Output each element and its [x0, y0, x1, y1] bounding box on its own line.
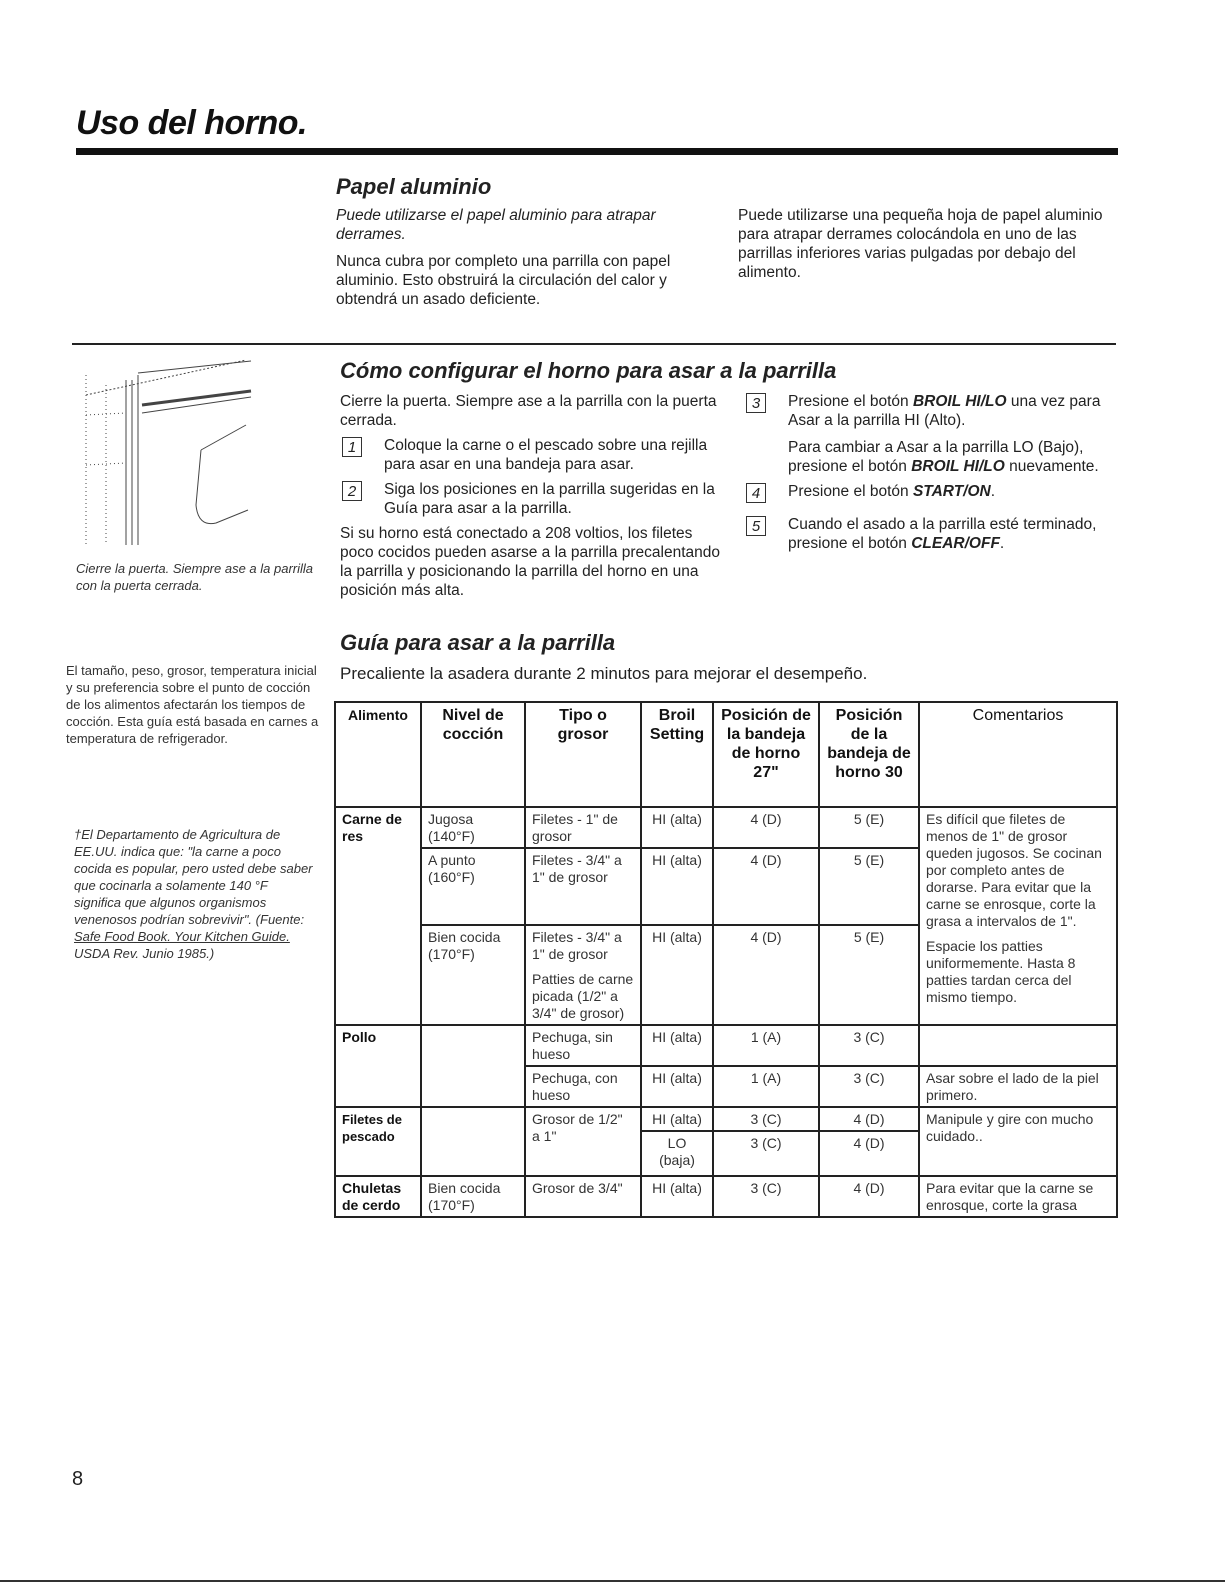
footnote-text: El Departamento de Agricultura de EE.UU. indica que: "la carne a poco cocida es popular, pero usted debe saber que cocinarla a solamente 140 °F significa que algunos organismos venenosos podrían sobrevivir". [74, 827, 313, 927]
type-cell: Grosor de 1/2" a 1" [525, 1107, 641, 1176]
oven-door-illustration [76, 355, 316, 555]
step-text: nuevamente. [1004, 458, 1099, 475]
setting-cell: HI (alta) [641, 1025, 713, 1066]
position-30-cell: 3 (C) [819, 1025, 919, 1066]
food-beef: Carne de res [335, 807, 421, 1025]
food-chicken: Pollo [335, 1025, 421, 1107]
table-row [335, 1176, 1117, 1217]
doneness-cell [421, 1107, 525, 1176]
column-header-position-27: Posición de la bandeja de horno 27" [713, 702, 819, 807]
column-header-comments: Comentarios [919, 702, 1117, 807]
step-4 [744, 482, 1116, 501]
comment-cell: Manipule y gire con mucho cuidado.. [919, 1107, 1117, 1176]
broil-hilo-button-label: BROIL HI/LO [912, 393, 1007, 410]
type-text: Filetes - 3/4" a 1" de grosor [532, 929, 622, 962]
step-text: . [999, 535, 1005, 552]
position-27-cell: 4 (D) [713, 848, 819, 925]
position-27-cell: 4 (D) [713, 807, 819, 848]
position-27-cell: 1 (A) [713, 1066, 819, 1107]
doneness-cell: A punto (160°F) [421, 848, 525, 925]
step-text: Cuando el asado a la parrilla esté terminado, presione el botón [788, 516, 1097, 552]
setting-cell: HI (alta) [641, 807, 713, 848]
position-30-cell: 5 (E) [819, 925, 919, 1025]
setting-cell: LO (baja) [641, 1131, 713, 1176]
doneness-cell: Bien cocida (170°F) [421, 1176, 525, 1217]
step-number: 4 [746, 483, 766, 503]
broil-guide-intro: Precaliente la asadera durante 2 minutos para mejorar el desempeño. [340, 664, 868, 683]
food-pork: Chuletas de cerdo [335, 1176, 421, 1217]
step-text: Coloque la carne o el pescado sobre una rejilla para asar en una bandeja para asar. [384, 437, 708, 473]
foil-paragraph-2: Puede utilizarse una pequeña hoja de papel aluminio para atrapar derrames colocándola en uno de las parrillas inferiores varias pulgadas por debajo del alimento. [738, 207, 1103, 281]
footnote-mark: † [74, 827, 82, 842]
clear-off-button-label: CLEAR/OFF [911, 535, 1000, 552]
voltage-note: Si su horno está conectado a 208 voltios, los filetes poco cocidos pueden asarse a la parrilla precalentando la parrilla y posicionando la parrilla del horno en una posición más alta. [340, 525, 720, 599]
position-27-cell: 3 (C) [713, 1107, 819, 1131]
type-cell [525, 925, 641, 1025]
footnote-source: (Fuente: [255, 912, 305, 927]
broiling-guide-table [334, 701, 1118, 1218]
guide-side-note: El tamaño, peso, grosor, temperatura inicial y su preferencia sobre el punto de cocción de los alimentos afectarán los tiempos de cocción. Esta guía está basada en carnes a temperatura de refrigerador. [66, 663, 319, 746]
position-30-cell: 5 (E) [819, 848, 919, 925]
column-header-food: Alimento [335, 702, 421, 807]
step-number: 1 [342, 437, 362, 457]
position-27-cell: 1 (A) [713, 1025, 819, 1066]
comment-cell [919, 807, 1117, 1025]
position-30-cell: 5 (E) [819, 807, 919, 848]
step-text: Presione el botón [788, 483, 913, 500]
step-number: 3 [746, 393, 766, 413]
step-3-extra [788, 438, 1116, 476]
step-3 [744, 392, 1116, 476]
position-30-cell: 3 (C) [819, 1066, 919, 1107]
step-1 [340, 436, 720, 474]
type-cell: Filetes - 3/4" a 1" de grosor [525, 848, 641, 925]
step-5 [744, 515, 1116, 553]
position-30-cell: 4 (D) [819, 1131, 919, 1176]
step-2 [340, 480, 720, 518]
step-text: Para cambiar a Asar a la parrilla LO (Bajo), presione el botón [788, 439, 1084, 475]
column-header-setting: Broil Setting [641, 702, 713, 807]
comment-cell [919, 1025, 1117, 1066]
section-divider [72, 343, 1116, 345]
setting-cell: HI (alta) [641, 925, 713, 1025]
broil-setup-left-column [340, 392, 720, 608]
step-text: Presione el botón [788, 393, 913, 410]
table-row [335, 807, 1117, 848]
beef-comment-1: Es difícil que filetes de menos de 1" de grosor queden jugosos. Se cocinan por completo antes de dorarse. Para evitar que la carne se enrosque, corte la grasa a intervalos de 1". [926, 811, 1102, 929]
step-number: 5 [746, 516, 766, 536]
doneness-cell: Bien cocida (170°F) [421, 925, 525, 1025]
column-header-position-30: Posición de la bandeja de horno 30 [819, 702, 919, 807]
step-number: 2 [342, 481, 362, 501]
broil-setup-heading: Cómo configurar el horno para asar a la parrilla [340, 358, 837, 383]
broil-hilo-button-label: BROIL HI/LO [911, 458, 1005, 475]
comment-cell: Asar sobre el lado de la piel primero. [919, 1066, 1117, 1107]
table-row [335, 1025, 1117, 1066]
step-text: una vez para Asar a la parrilla HI (Alto). [788, 393, 1101, 429]
type-cell: Grosor de 3/4" [525, 1176, 641, 1217]
page-title: Uso del horno. [76, 104, 307, 142]
page-number: 8 [72, 1468, 84, 1490]
position-27-cell: 3 (C) [713, 1131, 819, 1176]
column-header-doneness: Nivel de cocción [421, 702, 525, 807]
footnote-source-title: Safe Food Book. Your Kitchen Guide. [74, 929, 290, 944]
doneness-cell: Jugosa (140°F) [421, 807, 525, 848]
doneness-cell [421, 1025, 525, 1107]
comment-cell: Para evitar que la carne se enrosque, corte la grasa [919, 1176, 1117, 1217]
foil-right-column [738, 206, 1116, 290]
setting-cell: HI (alta) [641, 1066, 713, 1107]
footnote-source-end: USDA Rev. Junio 1985.) [74, 946, 215, 961]
position-27-cell: 3 (C) [713, 1176, 819, 1217]
table-row [335, 1107, 1117, 1131]
type-cell: Pechuga, sin hueso [525, 1025, 641, 1066]
beef-comment-2: Espacie los patties uniformemente. Hasta 8 patties tardan cerca del mismo tiempo. [926, 938, 1076, 1005]
setting-cell: HI (alta) [641, 848, 713, 925]
type-cell: Pechuga, con hueso [525, 1066, 641, 1107]
position-27-cell: 4 (D) [713, 925, 819, 1025]
broil-setup-right-column [744, 392, 1116, 559]
start-on-button-label: START/ON [912, 483, 991, 500]
usda-footnote [74, 826, 318, 962]
position-30-cell: 4 (D) [819, 1176, 919, 1217]
position-30-cell: 4 (D) [819, 1107, 919, 1131]
patties-type-text: Patties de carne picada (1/2" a 3/4" de grosor) [532, 971, 634, 1021]
column-header-type: Tipo o grosor [525, 702, 641, 807]
foil-paragraph-1: Nunca cubra por completo una parrilla con papel aluminio. Esto obstruirá la circulación del calor y obtendrá un asado deficiente. [336, 253, 671, 308]
step-text: Siga los posiciones en la parrilla sugeridas en la Guía para asar a la parrilla. [384, 481, 715, 517]
bottom-rule [0, 1580, 1225, 1582]
title-rule [76, 148, 1118, 155]
broil-setup-intro: Cierre la puerta. Siempre ase a la parrilla con la puerta cerrada. [340, 393, 717, 429]
foil-left-column [336, 206, 706, 317]
table-header-row [335, 702, 1117, 807]
step-text: . [990, 483, 996, 500]
foil-heading: Papel aluminio [336, 174, 492, 199]
illustration-caption: Cierre la puerta. Siempre ase a la parrilla con la puerta cerrada. [76, 561, 313, 593]
setting-cell: HI (alta) [641, 1107, 713, 1131]
broil-guide-heading: Guía para asar a la parrilla [340, 630, 616, 655]
foil-intro: Puede utilizarse el papel aluminio para atrapar derrames. [336, 207, 656, 243]
type-cell: Filetes - 1" de grosor [525, 807, 641, 848]
setting-cell: HI (alta) [641, 1176, 713, 1217]
food-fish: Filetes de pescado [335, 1107, 421, 1176]
